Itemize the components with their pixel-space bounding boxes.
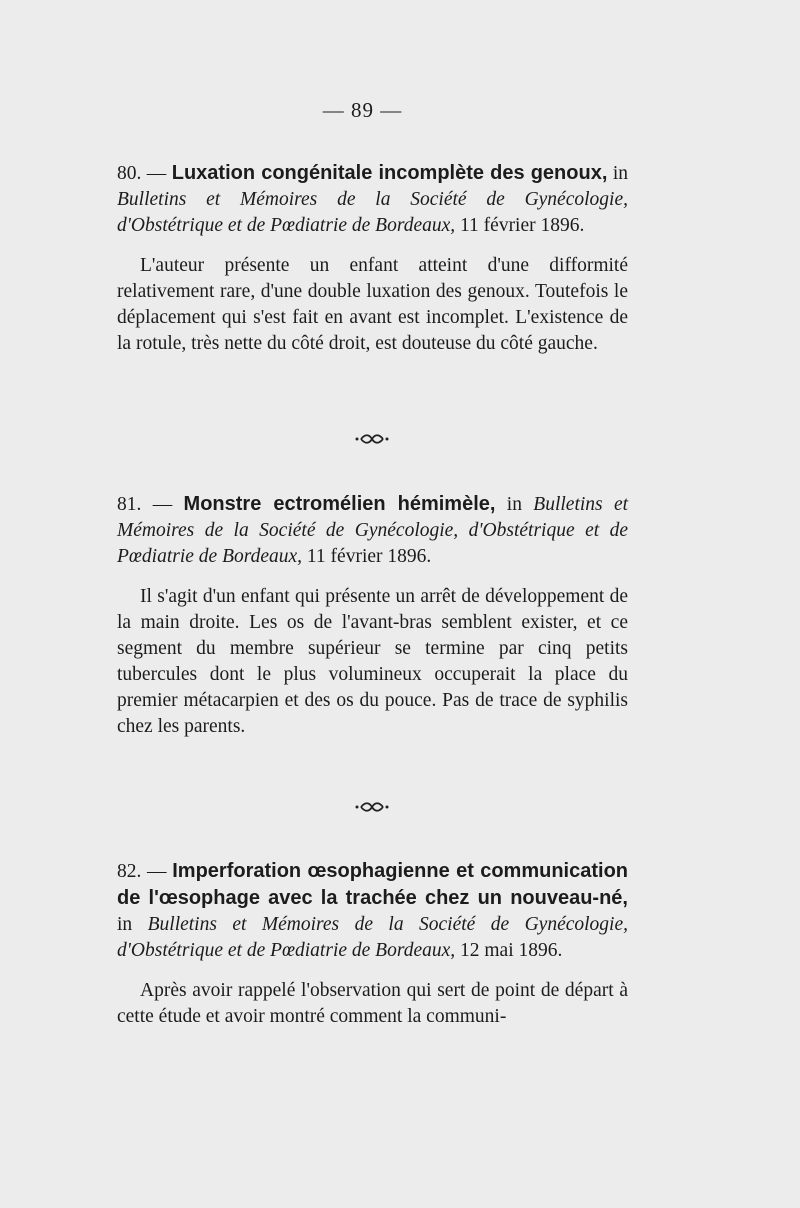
entry-citation: [117, 858, 628, 964]
entry-dash: —: [141, 163, 172, 184]
entry-in: in: [607, 163, 628, 184]
ornament-divider: [0, 800, 744, 819]
bibliography-entry-82: [117, 858, 628, 1030]
entry-number: 82.: [117, 861, 142, 882]
ornament-divider: [0, 432, 744, 451]
entry-journal: Bulletins et Mémoires de la Société de Gynécologie, d'Obstétrique et de Pœdiatrie de Bordeaux,: [117, 494, 629, 567]
entry-date: 12 mai 1896.: [455, 940, 563, 961]
entry-journal: Bulletins et Mémoires de la Société de Gynécologie, d'Obstétrique et de Pœdiatrie de Bordeaux,: [117, 189, 628, 236]
entry-journal: Bulletins et Mémoires de la Société de Gynécologie, d'Obstétrique et de Pœdiatrie de Bordeaux,: [117, 914, 628, 961]
entry-summary: Il s'agit d'un enfant qui présente un arrêt de développement de la main droite. Les os de l'avant-bras semblent exister, et ce segment du membre supérieur se termine par cinq petits tubercules dont le plus volumineux occuperait la place du premier métacarpien et des os du pouce. Pas de trace de syphilis chez les parents.: [117, 586, 628, 737]
entry-date: 11 février 1896.: [302, 546, 432, 567]
entry-title: Luxation congénitale incomplète des genoux,: [171, 162, 608, 184]
entry-title: Monstre ectromélien hémimèle,: [183, 493, 496, 515]
entry-dash: —: [141, 861, 173, 882]
entry-date: 11 février 1896.: [455, 215, 585, 236]
entry-title: Imperforation œsophagienne et communication de l'œsophage avec la trachée chez un nouveau-né,: [117, 860, 629, 909]
entry-number: 81.: [117, 494, 142, 515]
page-number: — 89 —: [322, 98, 403, 122]
entry-number: 80.: [117, 163, 142, 184]
entry-summary: Après avoir rappelé l'observation qui sert de point de départ à cette étude et avoir montré comment la communi-: [117, 980, 628, 1027]
bibliography-entry-80: [117, 160, 628, 357]
ornament-icon: [355, 432, 389, 446]
entry-dash: —: [141, 494, 184, 515]
ornament-icon: [355, 800, 389, 814]
entry-citation: [117, 160, 628, 239]
bibliography-entry-81: [117, 491, 628, 740]
entry-in: in: [495, 494, 534, 515]
entry-citation: [117, 491, 628, 570]
entry-in: in: [117, 914, 148, 935]
entry-summary: L'auteur présente un enfant atteint d'une difformité relativement rare, d'une double luxation des genoux. Toutefois le déplacement qui s'est fait en avant est incomplet. L'existence de la rotule, très nette du côté droit, est douteuse du côté gauche.: [117, 255, 628, 354]
